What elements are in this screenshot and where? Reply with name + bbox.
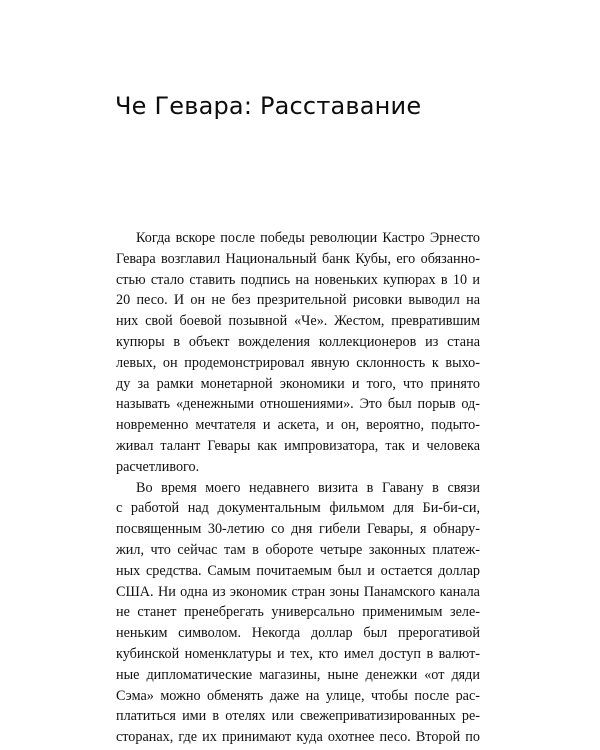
paragraph-line: Когда вскоре после победы революции Кастро Эрнесто [136,230,480,246]
paragraph-line: ду за рамки монетарной экономики и того, что принято [116,375,480,392]
paragraph-line: левых, он продемонстрировал явную склонность к выхо- [116,354,480,371]
paragraph-line: Во время моего недавнего визита в Гавану в связи [136,479,480,496]
paragraph-line: 20 песо. И он не без презрительной рисовки выводил на [116,292,480,309]
chapter-title: Че Гевара: Расставание [115,92,422,120]
paragraph-line: неньким символом. Некогда доллар был прерогативой [116,625,480,642]
paragraph-line: кубинской номенклатуры и тех, кто имел доступ в валют- [116,645,480,662]
paragraph-line: стью стало ставить подпись на новеньких купюрах в 10 и [116,271,480,288]
paragraph-line: сторанах, где их принимают куда охотнее песо. Второй по [116,729,480,746]
paragraph-line: с работой над документальным фильмом для Би-би-си, [116,500,480,517]
paragraph-line: ные дипломатические магазины, ныне денежки «от дяди [116,666,480,683]
paragraph-line: ных средства. Самым почитаемым был и остается доллар [116,562,480,579]
paragraph-line: купюры в объект вожделения коллекционеров из стана [116,333,480,350]
paragraph-line: Гевара возглавил Национальный банк Кубы, его обязанно- [116,250,480,267]
paragraph-line: расчетливого. [116,458,200,475]
paragraph-line: живал талант Гевары как импровизатора, так и человека [116,437,480,454]
paragraph-line: посвященным 30-летию со дня гибели Гевары, я обнару- [116,521,480,538]
paragraph-line: платиться ими в отелях или свежеприватизированных ре- [116,708,480,725]
paragraph-line: новременно мечтателя и аскета, и он, вероятно, подыто- [116,417,480,434]
paragraph-line: них свой боевой позывной «Че». Жестом, превратившим [116,313,480,330]
body-text [116,228,480,748]
paragraph-line: Сэма» можно обменять даже на улице, чтобы после рас- [116,687,480,704]
paragraph-line: США. Ни одна из экономик стран зоны Панамского канала [116,583,480,600]
paragraph-line: называть «денежными отношениями». Это был порыв од- [116,396,480,413]
paragraph-line: жил, что сейчас там в обороте четыре законных платеж- [116,541,480,558]
paragraph-line: не станет пренебрегать универсально применимым зеле- [116,604,480,621]
